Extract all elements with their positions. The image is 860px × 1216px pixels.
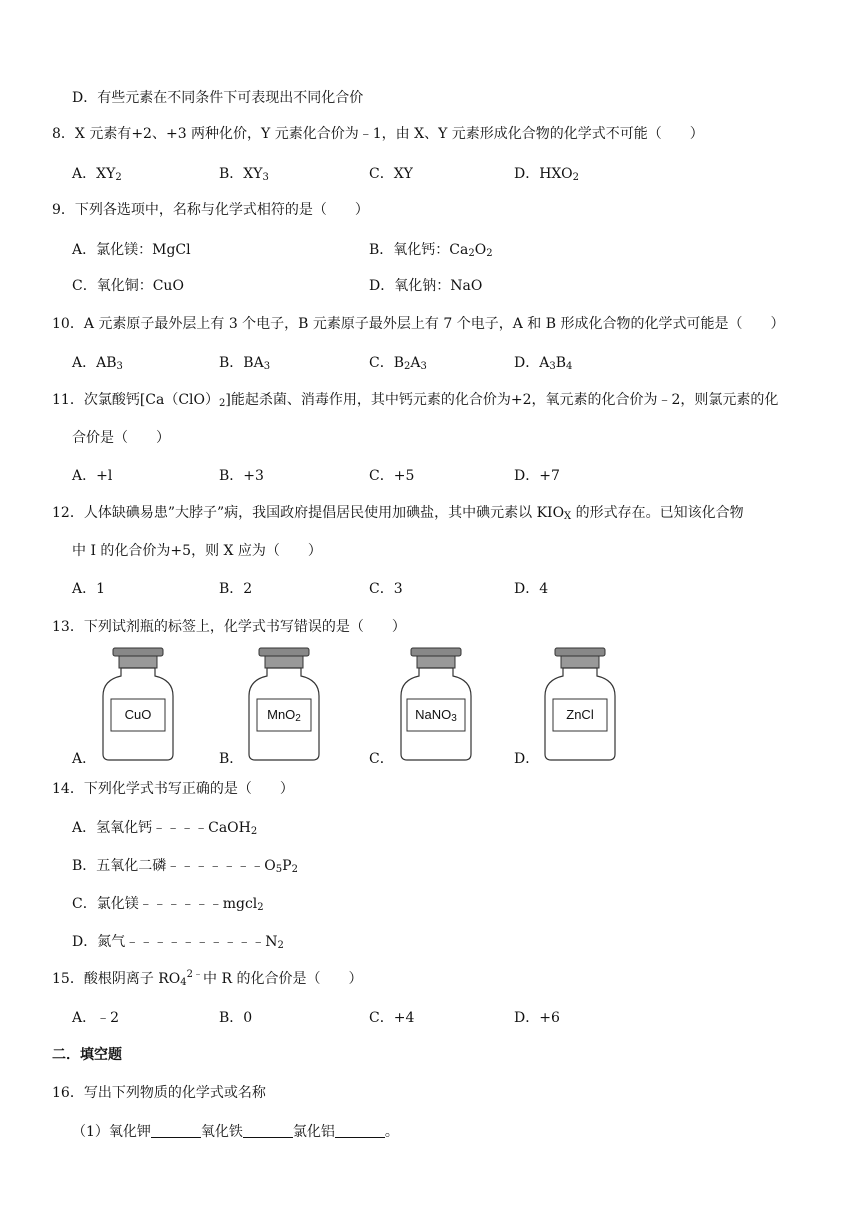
q8-option-c: C．XY (369, 166, 413, 182)
q12-stem-line2: 中 I 的化合价为+5，则 X 应为（ ） (72, 543, 322, 559)
q10-option-d: D．$A_3B_4$ (514, 355, 573, 372)
q12-option-b: B．2 (219, 581, 253, 597)
bottle-c-label: NaNO$_3$ (415, 707, 457, 724)
q8-stem: 8．X 元素有+2、+3 两种化价，Y 元素化合价为﹣1，由 X、Y 元素形成化合物的化学式不可能（ ） (52, 126, 704, 142)
q10-option-a: A．$AB_3$ (72, 355, 123, 372)
q14-option-a: A．氢氧化钙﹣﹣﹣﹣CaOH$_2$ (72, 820, 258, 837)
q11-stem-line2: 合价是（ ） (72, 430, 170, 446)
reagent-bottle-d (541, 646, 619, 762)
section-title-fill-in: 二．填空题 (52, 1047, 122, 1063)
q12-stem-line1: 12．人体缺碘易患”大脖子”病，我国政府提倡居民使用加碘盐，其中碘元素以 $KIO_X$ 的形式存在。已知该化合物 (52, 505, 744, 522)
q13-stem: 13．下列试剂瓶的标签上，化学式书写错误的是（ ） (52, 619, 406, 635)
q11-stem-line1: 11．次氯酸钙$[Ca(ClO)_2]$能起杀菌、消毒作用，其中钙元素的化合价为+2，氧元素的化合价为﹣2，则氯元素的化 (52, 392, 779, 409)
answer-blank-3[interactable] (335, 1123, 385, 1138)
q14-stem: 14．下列化学式书写正确的是（ ） (52, 781, 294, 797)
q7-option-d: D．有些元素在不同条件下可表现出不同化合价 (72, 90, 364, 106)
q15-stem: 15．酸根阴离子 $RO_4^{2﹣}$中 R 的化合价是（ ） (52, 969, 363, 988)
answer-blank-2[interactable] (243, 1123, 293, 1138)
q11-option-d: D．+7 (514, 468, 560, 484)
q16-part-1: （1）氧化钾 氧化铁 氯化铝 。 (72, 1124, 399, 1140)
reagent-bottle-b (245, 646, 323, 762)
q15-option-a: A．﹣2 (72, 1010, 120, 1026)
q12-option-a: A．1 (72, 581, 106, 597)
reagent-bottle-a (99, 646, 177, 762)
answer-blank-1[interactable] (151, 1123, 201, 1138)
q8-option-a: A．$XY_2$ (72, 166, 122, 183)
q9-option-c: C．氧化铜：CuO (72, 278, 184, 294)
q11-option-b: B．+3 (219, 468, 264, 484)
bottle-b-label: MnO$_2$ (267, 707, 301, 724)
bottle-d-label: ZnCl (566, 707, 594, 722)
q10-stem: 10．A 元素原子最外层上有 3 个电子，B 元素原子最外层上有 7 个电子，A 和 B 形成化合物的化学式可能是（ ） (52, 316, 785, 332)
q13-option-d: D． (514, 751, 540, 767)
q13-option-c: C． (369, 751, 394, 767)
q9-option-a: A．氯化镁：MgCl (72, 242, 191, 258)
q16-stem: 16．写出下列物质的化学式或名称 (52, 1085, 266, 1101)
q9-option-b: B．氧化钙：$Ca_2O_2$ (369, 242, 493, 259)
q15-option-b: B．0 (219, 1010, 253, 1026)
q10-option-b: B．$BA_3$ (219, 355, 271, 372)
q12-option-c: C．3 (369, 581, 403, 597)
q13-option-a: A． (72, 751, 97, 767)
q9-option-d: D．氧化钠：NaO (369, 278, 483, 294)
q8-option-d: D．$HXO_2$ (514, 166, 580, 183)
q9-stem: 9．下列各选项中，名称与化学式相符的是（ ） (52, 202, 369, 218)
reagent-bottle-c (397, 646, 475, 762)
q14-option-c: C．氯化镁﹣﹣﹣﹣﹣﹣mgcl$_2$ (72, 896, 264, 913)
q14-option-d: D．氮气$﹣﹣﹣﹣﹣﹣﹣﹣﹣﹣N_2$ (72, 934, 284, 951)
q15-option-c: C．+4 (369, 1010, 415, 1026)
q15-option-d: D．+6 (514, 1010, 560, 1026)
q13-option-b: B． (219, 751, 244, 767)
q11-option-a: A．+l (72, 468, 113, 484)
q8-option-b: B．$XY_3$ (219, 166, 269, 183)
q10-option-c: C．$B_2A_3$ (369, 355, 427, 372)
q14-option-b: B．五氧化二磷$﹣﹣﹣﹣﹣﹣﹣O_5P_2$ (72, 858, 298, 875)
bottle-a-label: CuO (124, 707, 152, 722)
q11-option-c: C．+5 (369, 468, 415, 484)
q12-option-d: D．4 (514, 581, 549, 597)
